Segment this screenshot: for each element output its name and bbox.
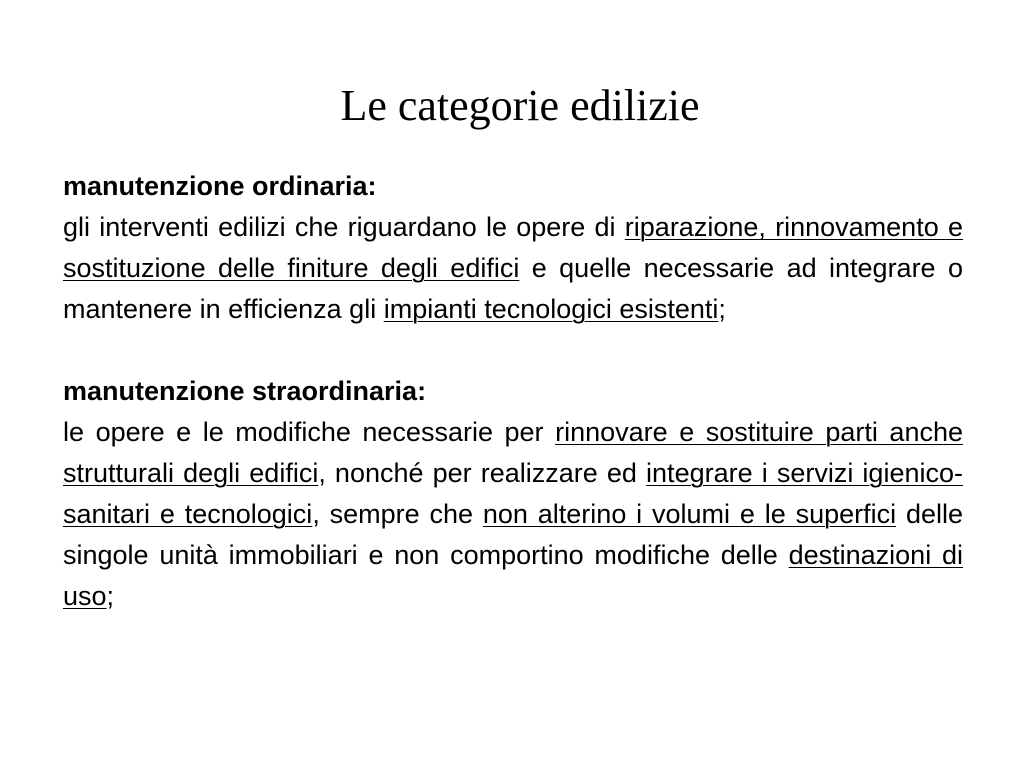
slide-content [63, 166, 963, 617]
body-text: gli interventi edilizi che riguardano le opere di [63, 212, 625, 242]
underlined-text: riparazione, rinnovamento e sostituzione delle finiture degli edifici [63, 212, 963, 283]
underlined-text: non alterino i volumi e le superfici [482, 499, 897, 529]
body-text: ; [718, 294, 726, 324]
body-text: , sempre che [312, 499, 483, 529]
underlined-text: impianti tecnologici esistenti [383, 294, 719, 324]
section-body [63, 412, 963, 617]
slide-title: Le categorie edilizie [340, 81, 700, 130]
section-heading: manutenzione straordinaria: [63, 376, 427, 406]
section-spacer [63, 330, 963, 371]
underlined-text: destinazioni di uso [63, 540, 963, 611]
section-manutenzione-straordinaria [63, 371, 963, 617]
section-manutenzione-ordinaria [63, 166, 963, 330]
underlined-text: integrare i servizi igienico-sanitari e tecnologici [63, 458, 963, 529]
underlined-text: rinnovare e sostituire parti anche strutturali degli edifici [63, 417, 963, 488]
body-text: le opere e le modifiche necessarie per [63, 417, 556, 447]
body-text: e quelle necessarie ad integrare o mantenere in efficienza gli [63, 253, 963, 324]
body-text: delle singole unità immobiliari e non comportino modifiche delle [63, 499, 963, 570]
section-body [63, 207, 963, 330]
body-text: ; [106, 581, 115, 611]
body-text: , nonché per realizzare ed [318, 458, 647, 488]
section-heading: manutenzione ordinaria: [63, 171, 377, 201]
